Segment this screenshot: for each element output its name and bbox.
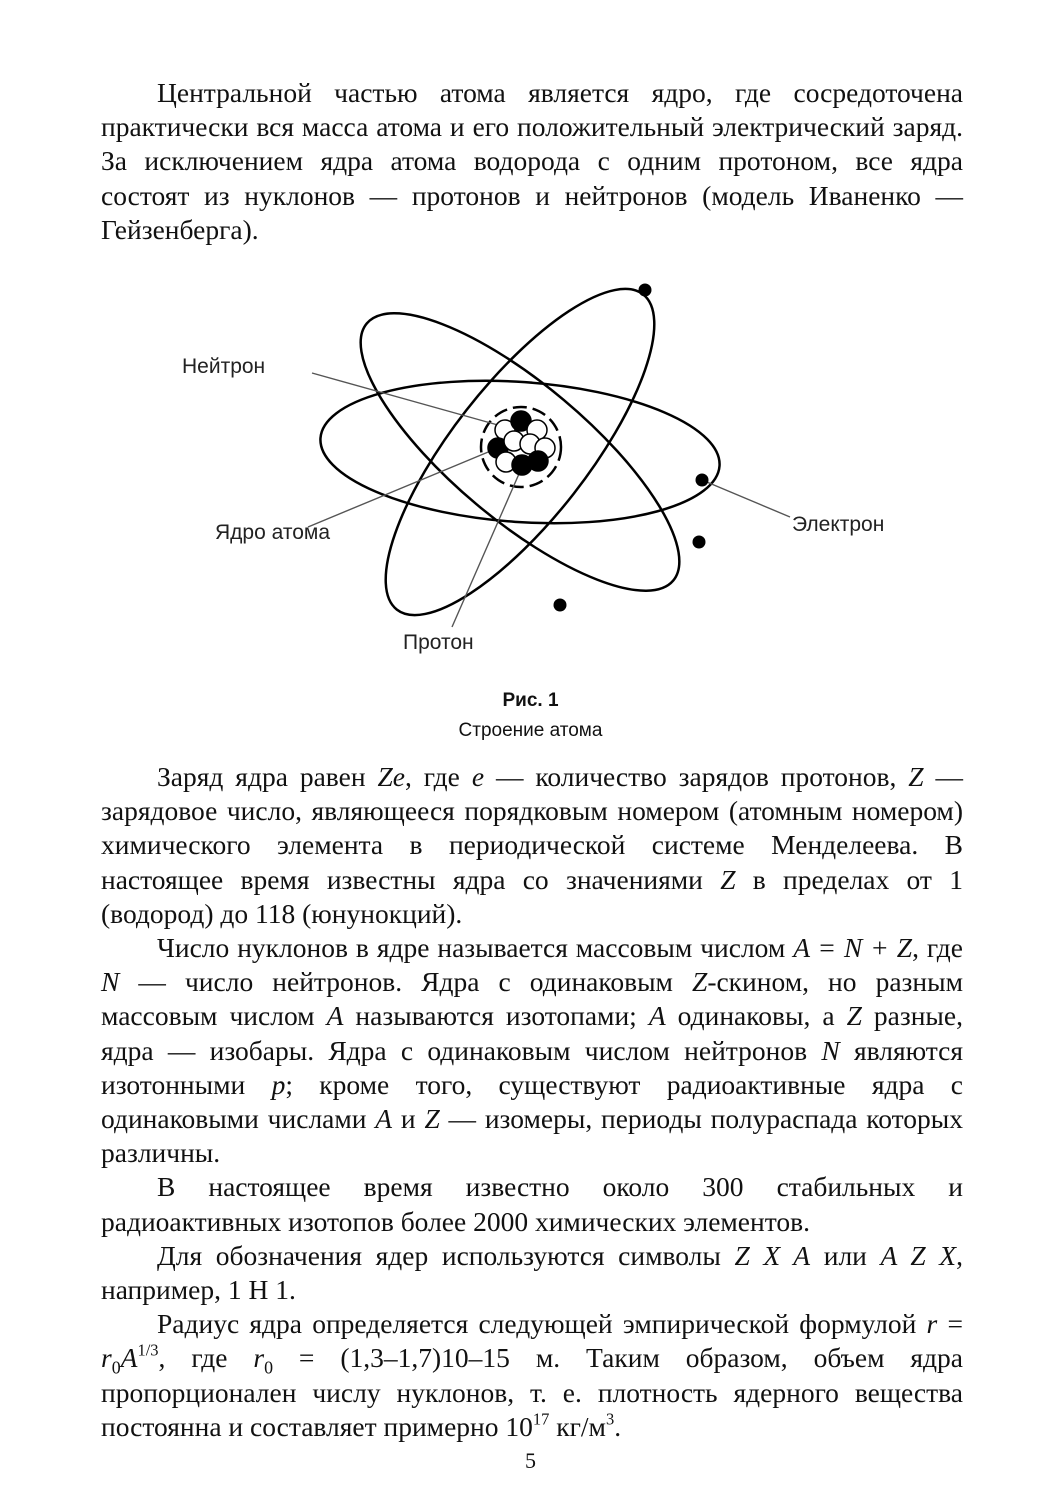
neutron-label: Нейтрон: [182, 355, 266, 378]
orbit-right-tilt: [323, 271, 717, 632]
electron-bottom: [554, 599, 567, 612]
body-text: [101, 760, 963, 1444]
paragraph-symbols: Для обозначения ядер используются символы Z X A или A Z X, например, 1 H 1.: [101, 1239, 963, 1306]
proton-label: Протон: [403, 631, 474, 654]
electron-label: Электрон: [792, 513, 885, 536]
electron-lower-right: [693, 536, 706, 549]
paragraph-nucleons: Число нуклонов в ядре называется массовым числом A = N + Z, где N — число нейтронов. Ядра с одинаковым Z-скином, но разным массовым числом A называются изотопами; A одинаковы, а Z разные, ядра — изобары. Ядра с одинаковым числом нейтронов N являются изотонными p; кроме того, существуют радиоактивные ядра с одинаковыми числами A и Z — изомеры, периоды полураспада которых различны.: [101, 932, 964, 1169]
paragraph-radius: Радиус ядра определяется следующей эмпирической формулой $r = r_0A^{1/3}$, где $r_0 = (1,3-1,7)10-15$ м. Таким образом, объем ядра пропорционален числу нуклонов, т. е. плотность ядерного вещества постоянна и составляет примерно $10^{17}$ $кг/м^3$.: [101, 1308, 963, 1442]
electrons: [554, 284, 709, 612]
pointer-lines: [308, 373, 790, 627]
nucleus-label: Ядро атома: [215, 521, 331, 544]
page-number: 5: [525, 1448, 536, 1473]
electron-top: [639, 284, 652, 297]
paragraph: Центральной частью атома является ядро, где сосредоточена практически вся масса атома и его положительный электрический заряд. За исключением ядра атома водорода с одним протоном, все ядра состоят из нуклонов — протонов и нейтронов (модель Иваненко — Гейзенберга).: [101, 77, 963, 245]
atom-diagram: [0, 255, 1061, 675]
figure-caption: Строение атома: [458, 720, 603, 741]
nucleons: [488, 411, 555, 475]
nucleon: [528, 451, 548, 471]
paragraph-charge: Заряд ядра равен Ze, где e — количество зарядов протонов, Z — зарядовое число, являющееся порядковым номером (атомным номером) химического элемента в периодической системе Менделеева. В настоящее время известны ядра со значениями Z в пределах от 1 (водород) до 118 (юнунокций).: [101, 761, 964, 929]
electron-right: [696, 474, 709, 487]
atom-figure: [0, 255, 1061, 675]
figure-number: Рис. 1: [502, 690, 559, 711]
intro-text: [101, 76, 963, 247]
paragraph-isotopes: В настоящее время известно около 300 стабильных и радиоактивных изотопов более 2000 химических элементов.: [101, 1171, 963, 1237]
